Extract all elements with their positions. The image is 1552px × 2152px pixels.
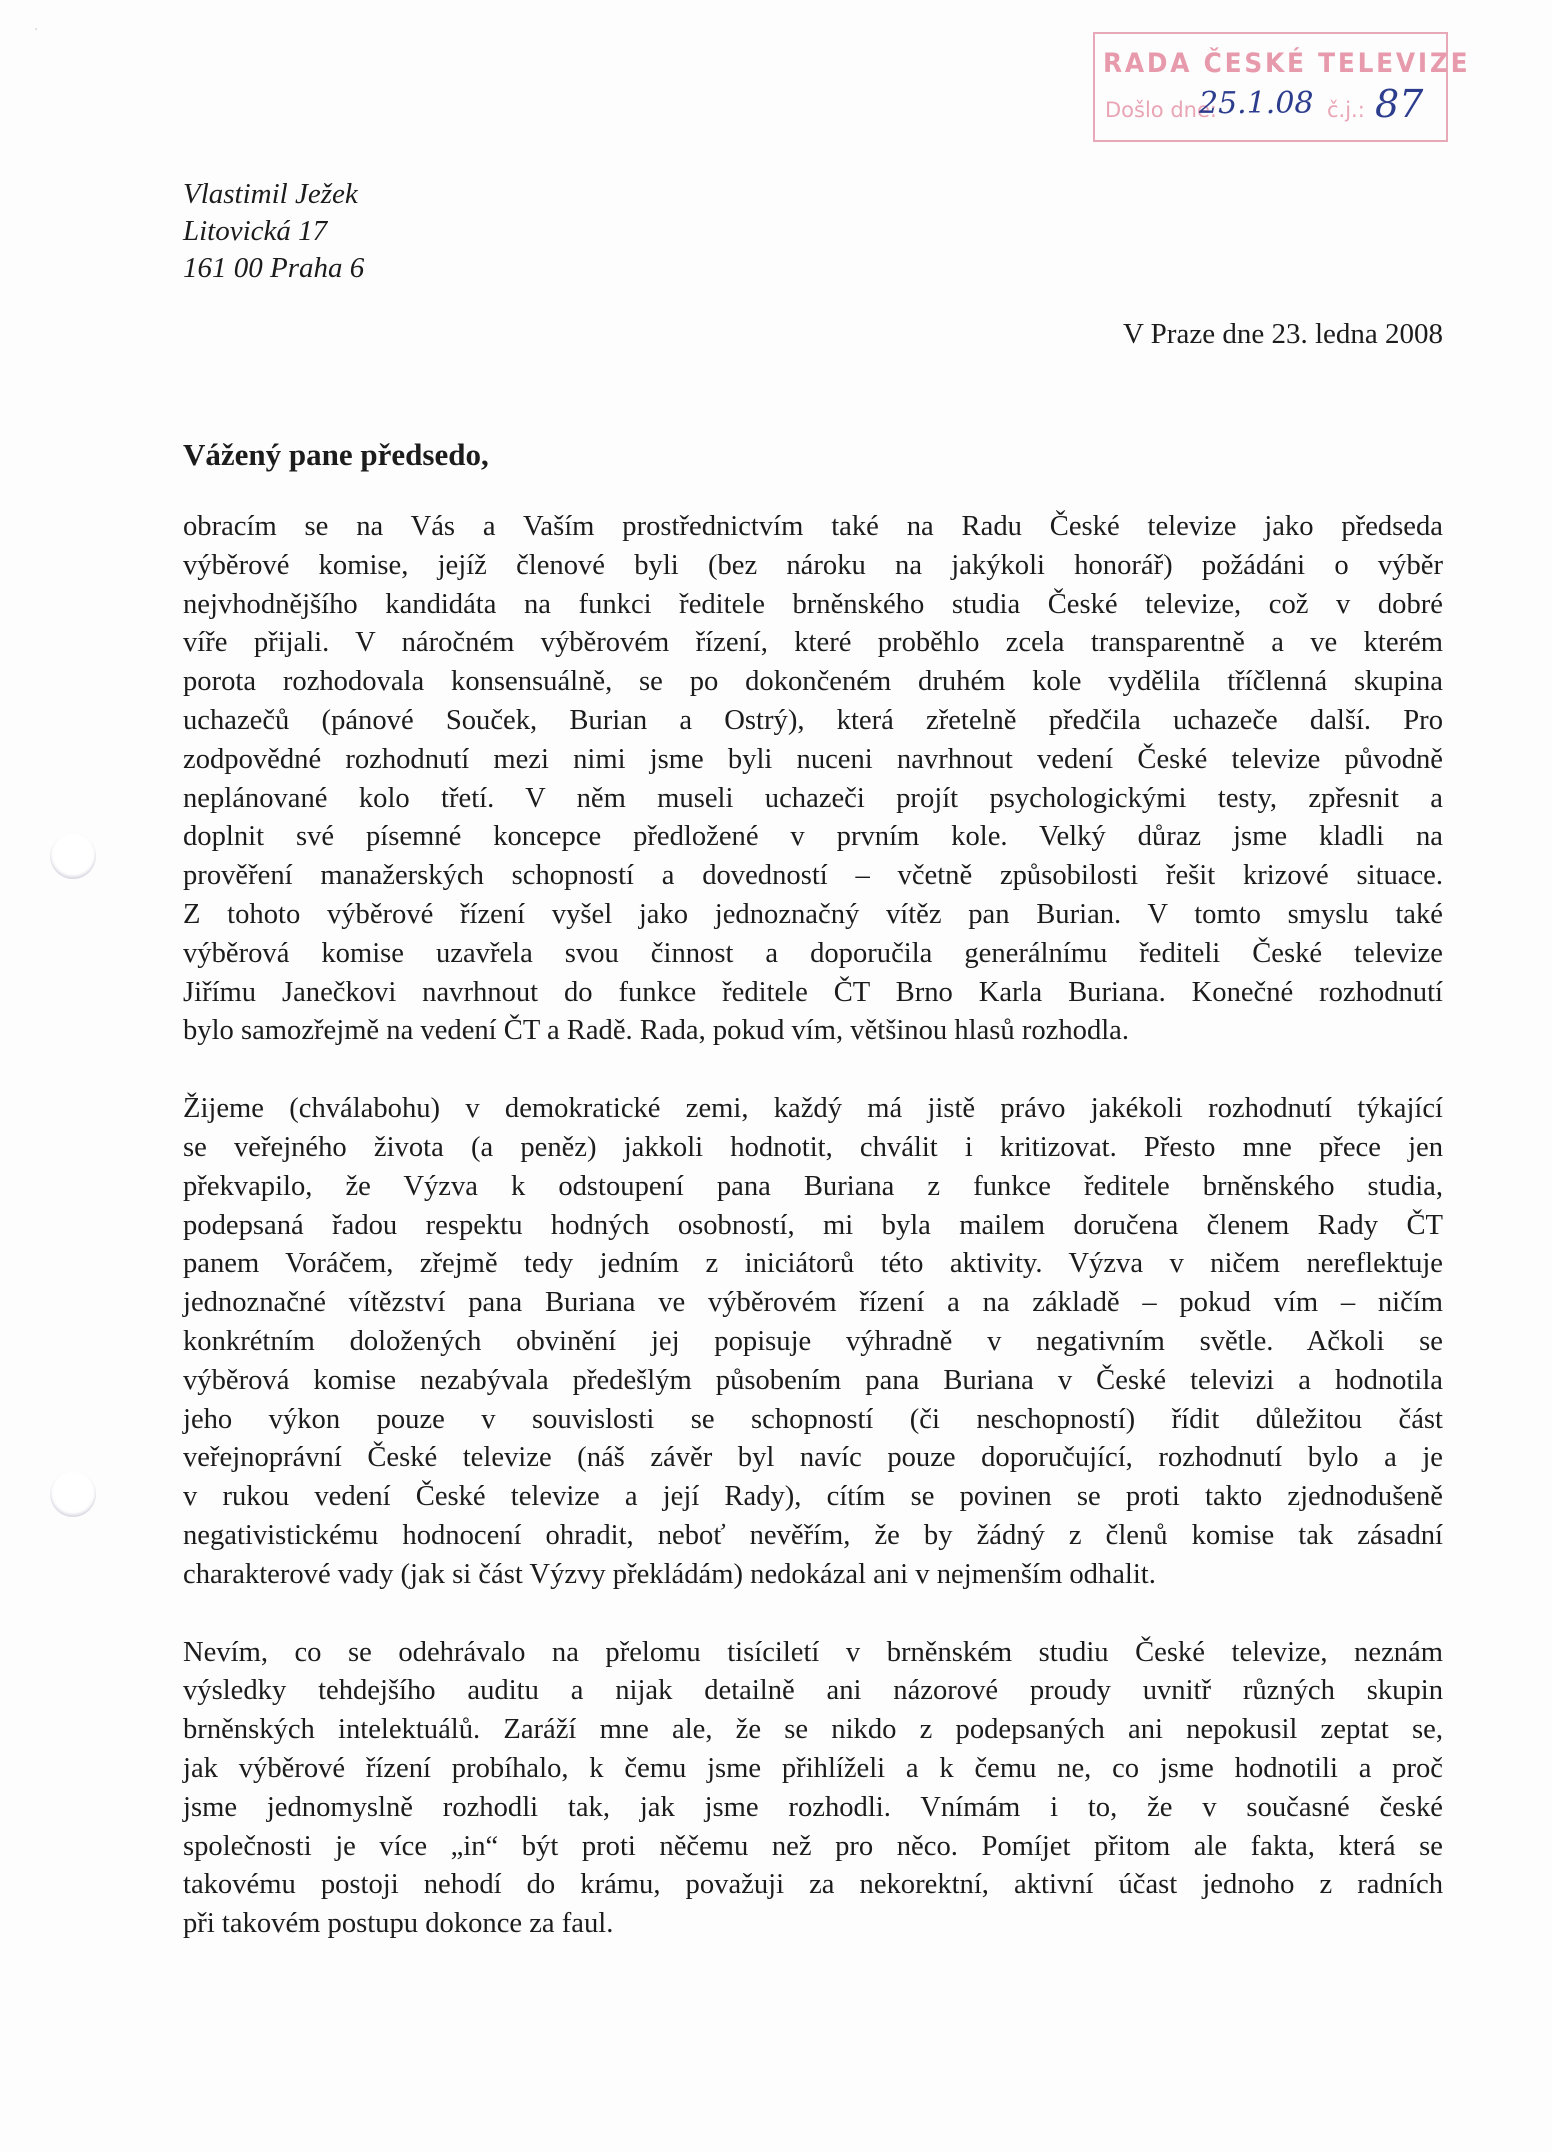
text-line: Jiřímu Janečkovi navrhnout do funkce ředitele ČT Brno Karla Buriana. Konečné rozhodnutí (183, 976, 1443, 1008)
text-line: Z tohoto výběrové řízení vyšel jako jednoznačný vítěz pan Burian. V tomto smyslu také (183, 898, 1443, 930)
text-line: výběrová komise nezabývala předešlým působením pana Buriana v České televizi a hodnotila (183, 1364, 1443, 1396)
text-line: konkrétním doložených obvinění jej popisuje výhradně v negativním světle. Ačkoli se (183, 1325, 1443, 1357)
text-line: takovému postoji nehodí do krámu, považuji za nekorektní, aktivní účast jednoho z radních (183, 1869, 1443, 1901)
text-line: překvapilo, že Výzva k odstoupení pana Buriana z funkce ředitele brněnského studia, (183, 1170, 1443, 1202)
text-line: porota rozhodovala konsensuálně, se po dokončeném druhém kole vydělila tříčlenná skupina (183, 666, 1443, 698)
text-line: jsme jednomyslně rozhodli tak, jak jsme rozhodli. Vnímám i to, že v současné české (183, 1791, 1443, 1823)
received-stamp (1093, 32, 1471, 142)
stamp-handwritten-date: 25.1.08 (1199, 86, 1314, 121)
stamp-received-label: Došlo dne: (1105, 98, 1217, 122)
text-line: výběrové komise, jejíž členové byli (bez nároku na jakýkoli honorář) požádáni o výběr (183, 549, 1443, 581)
paragraph-2 (183, 1090, 1443, 1594)
paragraph-3 (183, 1634, 1443, 1944)
text-line: brněnských intelektuálů. Zaráží mne ale, že se nikdo z podepsaných ani nepokusil zeptat se, (183, 1714, 1443, 1746)
text-line: charakterové vady (jak si část Výzvy překládám) nedokázal ani v nejmenším odhalit. (183, 1558, 1156, 1590)
sender-street: Litovická 17 (183, 215, 328, 247)
punch-hole (50, 833, 96, 879)
stamp-ref-label: č.j.: (1327, 98, 1365, 122)
text-line: podepsaná řadou respektu hodných osobností, mi byla mailem doručena členem Rady ČT (183, 1209, 1443, 1241)
punch-hole (50, 1471, 96, 1517)
letter-body (183, 508, 1443, 1983)
text-line: prověření manažerských schopností a dovedností – včetně způsobilosti řešit krizové situace. (183, 860, 1443, 892)
text-line: Nevím, co se odehrávalo na přelomu tisíciletí v brněnském studiu České televize, neznám (183, 1636, 1443, 1668)
text-line: panem Voráčem, zřejmě tedy jedním z iniciátorů této aktivity. Výzva v ničem nereflektuje (183, 1248, 1443, 1280)
stamp-title: RADA ČESKÉ TELEVIZE (1103, 48, 1471, 79)
text-line: neplánované kolo třetí. V něm museli uchazeči projít psychologickými testy, zpřesnit a (183, 782, 1443, 814)
text-line: doplnit své písemné koncepce předložené v prvním kole. Velký důraz jsme kladli na (183, 821, 1443, 853)
text-line: se veřejného života (a peněz) jakkoli hodnotit, chválit i kritizovat. Přesto mne přece jen (183, 1131, 1443, 1163)
salutation: Vážený pane předsedo, (183, 437, 489, 472)
text-line: při takovém postupu dokonce za faul. (183, 1908, 614, 1940)
text-line: jak výběrové řízení probíhalo, k čemu jsme přihlíželi a k čemu ne, co jsme hodnotili a proč (183, 1752, 1443, 1784)
sender-name: Vlastimil Ježek (183, 178, 358, 210)
text-line: výběrová komise uzavřela svou činnost a doporučila generálnímu řediteli České televize (183, 937, 1443, 969)
stamp-handwritten-ref: 87 (1375, 82, 1424, 126)
text-line: veřejnoprávní České televize (náš závěr byl navíc pouze doporučující, rozhodnutí bylo a je (183, 1442, 1443, 1474)
text-line: jeho výkon pouze v souvislosti se schopností (či neschopností) řídit důležitou část (183, 1403, 1443, 1435)
sender-city: 161 00 Praha 6 (183, 252, 365, 284)
text-line: zodpovědné rozhodnutí mezi nimi jsme byli nuceni navrhnout vedení České televize původně (183, 743, 1443, 775)
text-line: Žijeme (chválabohu) v demokratické zemi, každý má jistě právo jakékoli rozhodnutí týkající (183, 1093, 1443, 1125)
text-line: společnosti je více „in“ být proti něčemu než pro něco. Pomíjet přitom ale fakta, která se (183, 1830, 1443, 1862)
text-line: bylo samozřejmě na vedení ČT a Radě. Rada, pokud vím, většinou hlasů rozhodla. (183, 1015, 1130, 1047)
text-line: uchazečů (pánové Souček, Burian a Ostrý), která zřetelně předčila uchazeče další. Pro (183, 704, 1443, 736)
text-line: v rukou vedení České televize a její Rady), cítím se povinen se proti takto zjednodušeně (183, 1481, 1443, 1513)
text-line: jednoznačné vítězství pana Buriana ve výběrovém řízení a na základě – pokud vím – ničím (183, 1287, 1443, 1319)
text-line: výsledky tehdejšího auditu a nijak detailně ani názorové proudy uvnitř různých skupin (183, 1675, 1443, 1707)
paragraph-1 (183, 508, 1443, 1051)
scan-mark: · (34, 22, 39, 38)
text-line: víře přijali. V náročném výběrovém řízení, které proběhlo zcela transparentně a ve kterém (183, 627, 1443, 659)
letter-date: V Praze dne 23. ledna 2008 (1123, 318, 1443, 350)
text-line: obracím se na Vás a Vaším prostřednictvím také na Radu České televize jako předseda (183, 511, 1443, 542)
text-line: nejvhodnějšího kandidáta na funkci ředitele brněnského studia České televize, což v dobré (183, 588, 1443, 620)
sender-address (183, 176, 364, 287)
text-line: negativistickému hodnocení ohradit, neboť nevěřím, že by žádný z členů komise tak zásadní (183, 1519, 1443, 1551)
